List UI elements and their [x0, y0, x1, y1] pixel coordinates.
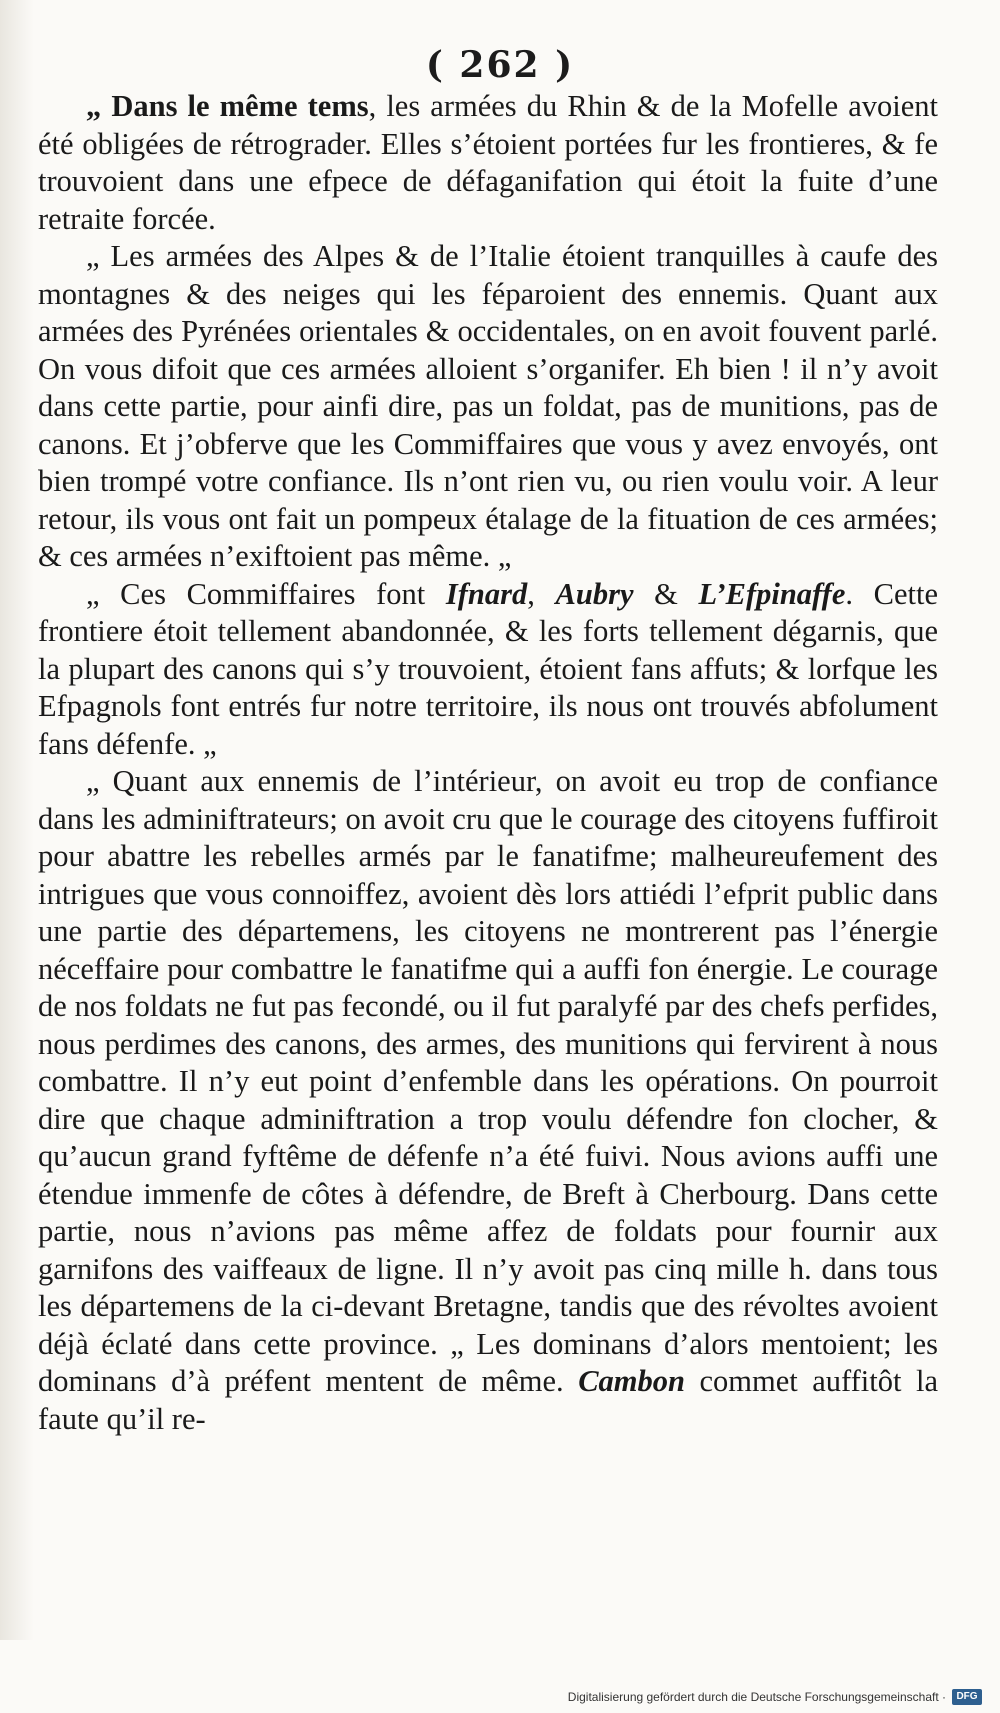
person-name: Cambon: [578, 1364, 685, 1398]
scan-edge-shadow: [0, 0, 34, 1640]
paragraph: [38, 88, 938, 238]
paragraph-text: ,: [527, 576, 556, 611]
paragraph: [38, 763, 938, 1438]
person-name: Ifnard: [445, 576, 528, 611]
dfg-logo-icon: DFG: [952, 1689, 982, 1705]
page-number: ( 262 ): [425, 44, 575, 86]
paragraph-text: . Cette frontiere étoit tellement abandonnée, & les forts tellement dégarnis, que la plupart des canons qui s’y trouvoient, étoient fans affuts; & lorfque les Efpagnols font entrés fur notre territoire, ils nous ont trouvés abfolument fans défenfe. „: [38, 576, 938, 761]
paragraph-text: „ Dans le même tems: [86, 89, 369, 123]
paragraph-text: „ Ces Commiffaires font: [86, 576, 446, 611]
paragraph-text: , les armées du Rhin & de la Mofelle avoient été obligées de rétrograder. Elles s’étoient portées fur les frontieres, & fe trouvoient dans une efpece de défaganifation qui étoit la fuite d’une retraite forcée.: [38, 89, 938, 236]
paragraph-text: „ Quant aux ennemis de l’intérieur, on avoit eu trop de confiance dans les adminiftrateurs; on avoit cru que le courage des citoyens fuffiroit pour abattre les rebelles armés par le fanatifme; malheureufement des intrigues que vous connoiffez, avoient dès lors attiédi l’efprit public dans une partie des départemens, les citoyens ne montrerent pas l’énergie néceffaire pour combattre le fanatifme qui a auffi fon énergie. Le courage de nos foldats ne fut pas fecondé, ou il fut paralyfé par des chefs perfides, nous perdimes des canons, des armes, des munitions qui fervirent à nous combattre. Il n’y eut point d’enfemble dans les opérations. On pourroit dire que chaque adminiftration a trop voulu défendre fon clocher, & qu’aucun grand fyftême de défenfe n’a été fuivi. Nous avions auffi une étendue immenfe de côtes à défendre, de Breft à Cherbourg. Dans cette partie, nous n’avions pas même affez de foldats pour fournir aux garnifons des vaiffeaux de ligne. Il n’y avoit pas cinq mille h. dans tous les départemens de la ci-devant Bretagne, tandis que des révoltes avoient déjà éclaté dans cette province. „ Les dominans d’alors mentoient; les dominans d’à préfent mentent de même.: [38, 764, 938, 1398]
person-name: L’Efpinaffe: [698, 576, 846, 611]
text-body: [38, 88, 938, 1438]
paragraph-text: commet auffitôt la faute qu’il re-: [38, 1364, 938, 1436]
digitization-credit: [568, 1689, 982, 1705]
credit-text: Digitalisierung gefördert durch die Deutsche Forschungsgemeinschaft ·: [567, 1690, 946, 1704]
paragraph-text: „ Les armées des Alpes & de l’Italie étoient tranquilles à caufe des montagnes & des neiges qui les féparoient des ennemis. Quant aux armées des Pyrénées orientales & occidentales, on en avoit fouvent parlé. On vous difoit que ces armées alloient s’organifer. Eh bien ! il n’y avoit dans cette partie, pour ainfi dire, pas un foldat, pas de munitions, pas de canons. Et j’obferve que les Commiffaires que vous y avez envoyés, ont bien trompé votre confiance. Ils n’ont rien vu, ou rien voulu voir. A leur retour, ils vous ont fait un pompeux étalage de la fituation de ces armées; & ces armées n’exiftoient pas même. „: [38, 239, 938, 573]
paragraph: [38, 238, 938, 576]
paragraph: [38, 576, 938, 764]
person-name: Aubry: [555, 576, 634, 611]
paragraph-text: &: [633, 576, 699, 611]
